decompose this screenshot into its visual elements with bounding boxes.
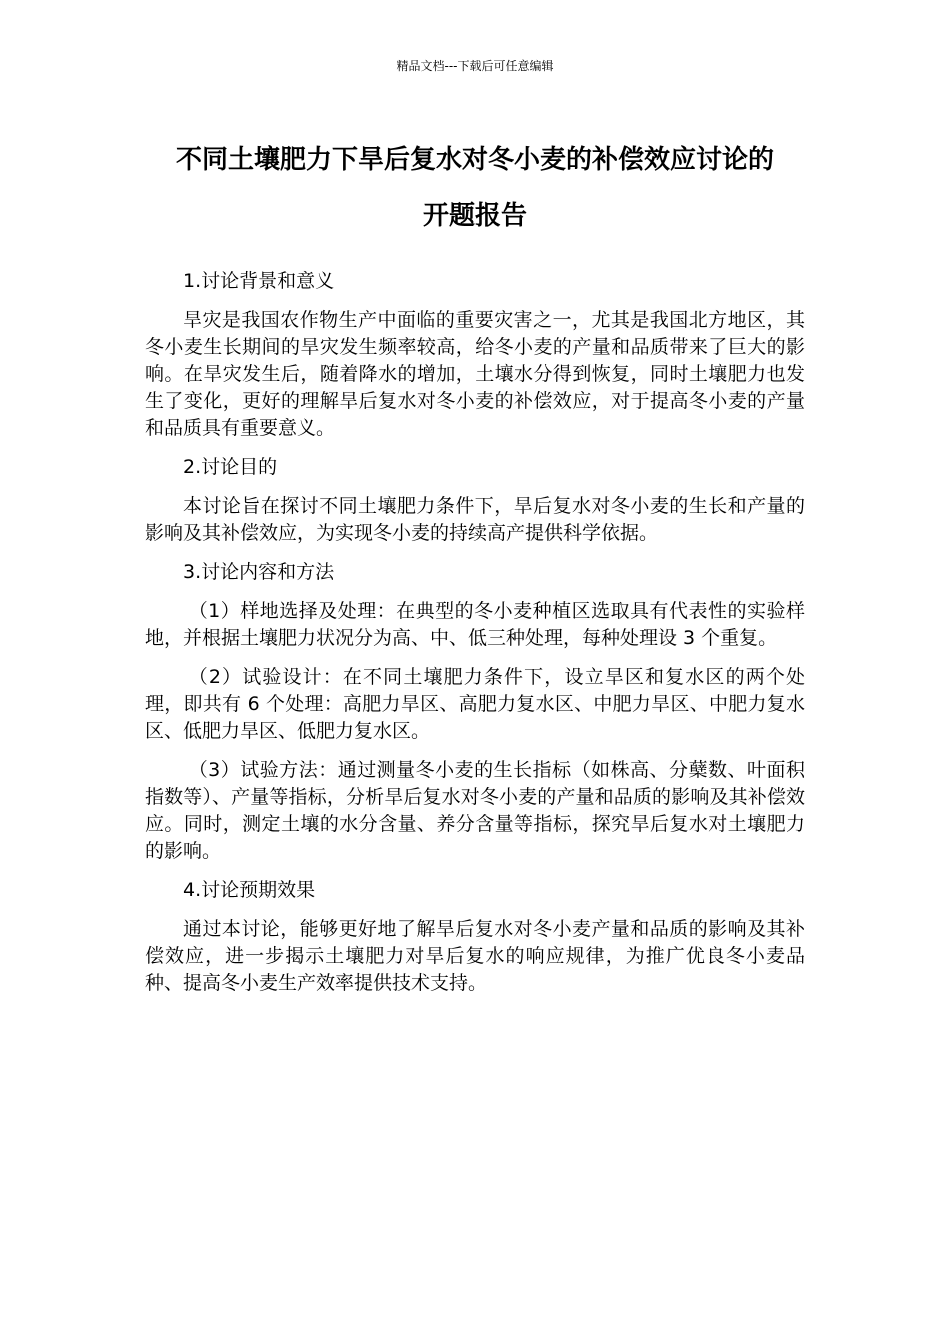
- method-item-site-selection: （1）样地选择及处理：在典型的冬小麦种植区选取具有代表性的实验样地，并根据土壤肥力状况分为高、中、低三种处理，每种处理设 3 个重复。: [145, 600, 805, 649]
- title-line-2: 开题报告: [422, 201, 527, 231]
- page-header: 精品文档---下载后可任意编辑: [396, 59, 554, 73]
- section-heading-methods: 3.讨论内容和方法: [183, 561, 335, 583]
- document-title: [120, 132, 830, 244]
- section-paragraph-background: 旱灾是我国农作物生产中面临的重要灾害之一，尤其是我国北方地区，其冬小麦生长期间的旱灾发生频率较高，给冬小麦的产量和品质带来了巨大的影响。在旱灾发生后，随着降水的增加，土壤水分得到恢复，同时土壤肥力也发生了变化，更好的理解旱后复水对冬小麦的补偿效应，对于提高冬小麦的产量和品质具有重要意义。: [145, 309, 805, 439]
- section-paragraph-expected-results: 通过本讨论，能够更好地了解旱后复水对冬小麦产量和品质的影响及其补偿效应，进一步揭示土壤肥力对旱后复水的响应规律，为推广优良冬小麦品种、提高冬小麦生产效率提供技术支持。: [145, 918, 805, 994]
- title-line-1: 不同土壤肥力下旱后复水对冬小麦的补偿效应讨论的: [175, 145, 774, 175]
- method-item-experiment-design: （2）试验设计：在不同土壤肥力条件下，设立旱区和复水区的两个处理，即共有 6 个处理：高肥力旱区、高肥力复水区、中肥力旱区、中肥力复水区、低肥力旱区、低肥力复水区。: [145, 666, 805, 742]
- section-heading-expected-results: 4.讨论预期效果: [183, 879, 316, 901]
- section-heading-purpose: 2.讨论目的: [183, 456, 278, 478]
- document-body: [145, 268, 805, 1009]
- method-item-experiment-method: （3）试验方法：通过测量冬小麦的生长指标（如株高、分蘖数、叶面积指数等）、产量等指标，分析旱后复水对冬小麦的产量和品质的影响及其补偿效应。同时，测定土壤的水分含量、养分含量等指标，探究旱后复水对土壤肥力的影响。: [145, 759, 805, 862]
- section-paragraph-purpose: 本讨论旨在探讨不同土壤肥力条件下，旱后复水对冬小麦的生长和产量的影响及其补偿效应，为实现冬小麦的持续高产提供科学依据。: [145, 495, 805, 544]
- section-heading-background: 1.讨论背景和意义: [183, 270, 335, 292]
